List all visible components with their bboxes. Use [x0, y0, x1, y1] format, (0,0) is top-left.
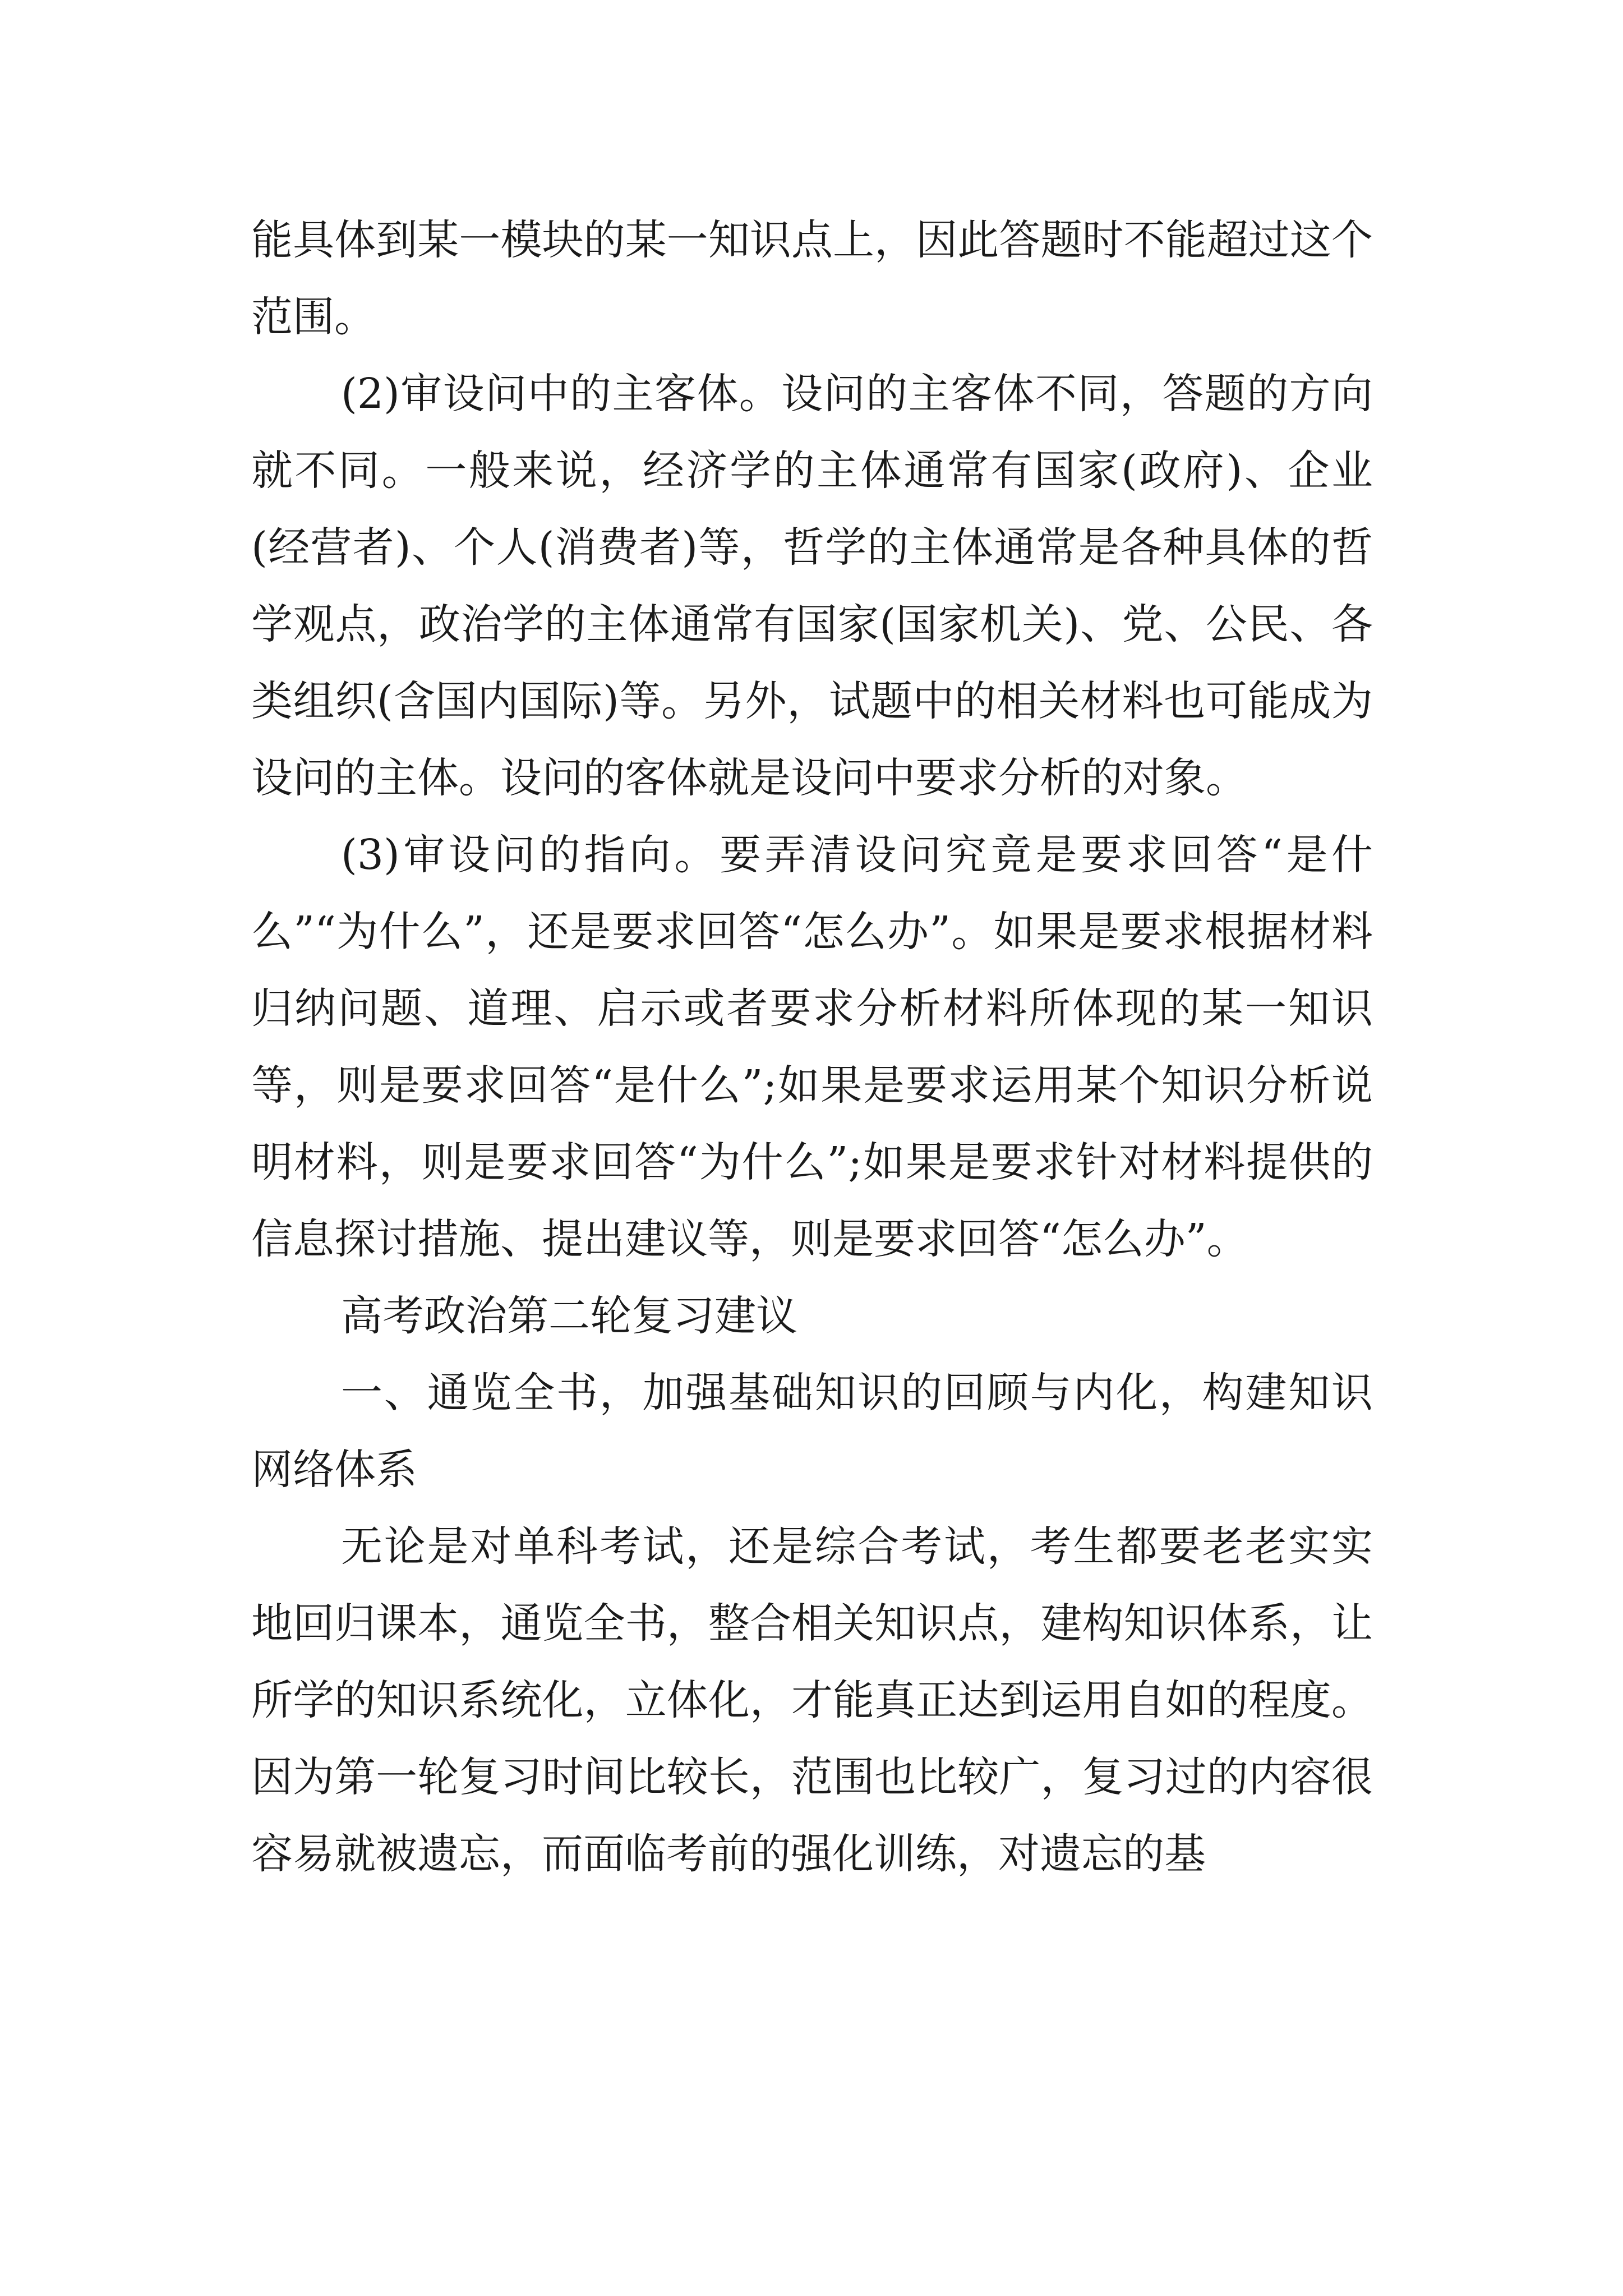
- paragraph-review-textbook: 无论是对单科考试，还是综合考试，考生都要老老实实地回归课本，通览全书，整合相关知识点，建构知识体系，让所学的知识系统化，立体化，才能真正达到运用自如的程度。因为第一轮复习时间比较长，范围也比较广，复习过的内容很容易就被遗忘，而面临考前的强化训练，对遗忘的基: [251, 1522, 1373, 1878]
- paragraph-question-direction: (3)审设问的指向。要弄清设问究竟是要求回答“是什么”“为什么”，还是要求回答“怎么办”。如果是要求根据材料归纳问题、道理、启示或者要求分析材料所体现的某一知识等，则是要求回答“是什么”;如果是要求运用某个知识分析说明材料，则是要求回答“为什么”;如果是要求针对材料提供的信息探讨措施、提出建议等，则是要求回答“怎么办”。: [251, 831, 1373, 1263]
- section-heading: 高考政治第二轮复习建议: [341, 1292, 797, 1340]
- paragraph-subject-object: (2)审设问中的主客体。设问的主客体不同，答题的方向就不同。一般来说，经济学的主体通常有国家(政府)、企业(经营者)、个人(消费者)等，哲学的主体通常是各种具体的哲学观点，政治学的主体通常有国家(国家机关)、党、公民、各类组织(含国内国际)等。另外，试题中的相关材料也可能成为设问的主体。设问的客体就是设问中要求分析的对象。: [251, 370, 1373, 802]
- subsection-heading: 一、通览全书，加强基础知识的回顾与内化，构建知识网络体系: [251, 1369, 1373, 1494]
- body-text: [251, 202, 1373, 1893]
- paragraph-continuation: 能具体到某一模块的某一知识点上，因此答题时不能超过这个范围。: [251, 216, 1373, 341]
